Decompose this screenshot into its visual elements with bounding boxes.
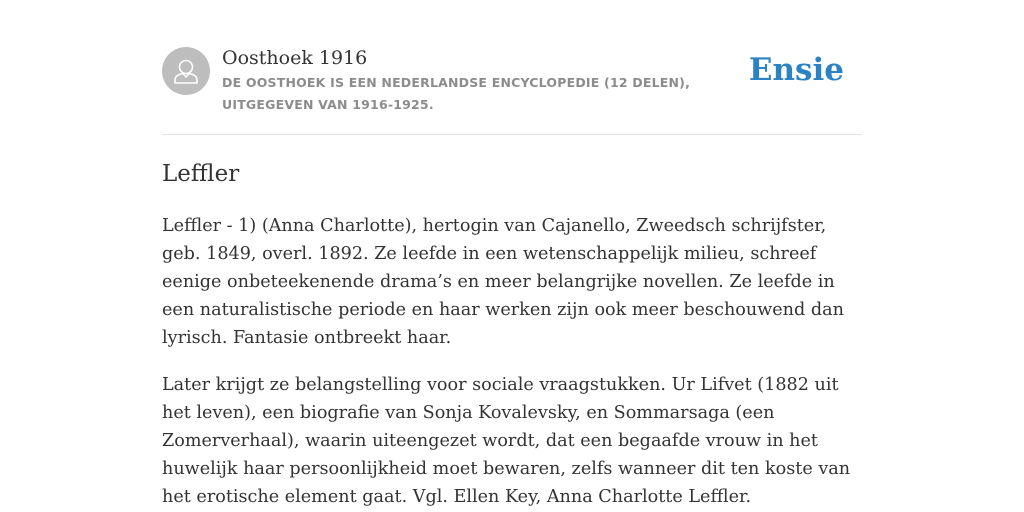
brand-logo[interactable]: Ensie (748, 52, 844, 88)
entry-title: Leffler (162, 161, 240, 187)
source-header (162, 0, 862, 135)
entry-body (162, 212, 862, 512)
source-description: DE OOSTHOEK IS EEN NEDERLANDSE ENCYCLOPEDIE (12 DELEN), UITGEGEVEN VAN 1916-1925. (222, 75, 691, 112)
avatar[interactable] (162, 47, 210, 95)
entry-paragraph: Later krijgt ze belangstelling voor sociale vraagstukken. Ur Lifvet (1882 uit het leven), een biografie van Sonja Kovalevsky, en Sommarsaga (een Zomerverhaal), waarin uiteengezet wordt, dat een begaafde vrouw in het huwelijk haar persoonlijkheid moet bewaren, zelfs wanneer dit ten koste van het erotische element gaat. Vgl. Ellen Key, Anna Charlotte Leffler. (162, 375, 851, 507)
source-title[interactable]: Oosthoek 1916 (222, 47, 368, 69)
entry-paragraph: Leffler - 1) (Anna Charlotte), hertogin van Cajanello, Zweedsch schrijfster, geb. 1849, overl. 1892. Ze leefde in een wetenschappelijk milieu, schreef eenige onbeteekenende drama’s en meer belangrijke novellen. Ze leefde in een naturalistische periode en haar werken zijn ook meer beschouwend dan lyrisch. Fantasie ontbreekt haar. (162, 216, 844, 348)
user-icon (162, 47, 210, 95)
page-content (162, 0, 862, 507)
